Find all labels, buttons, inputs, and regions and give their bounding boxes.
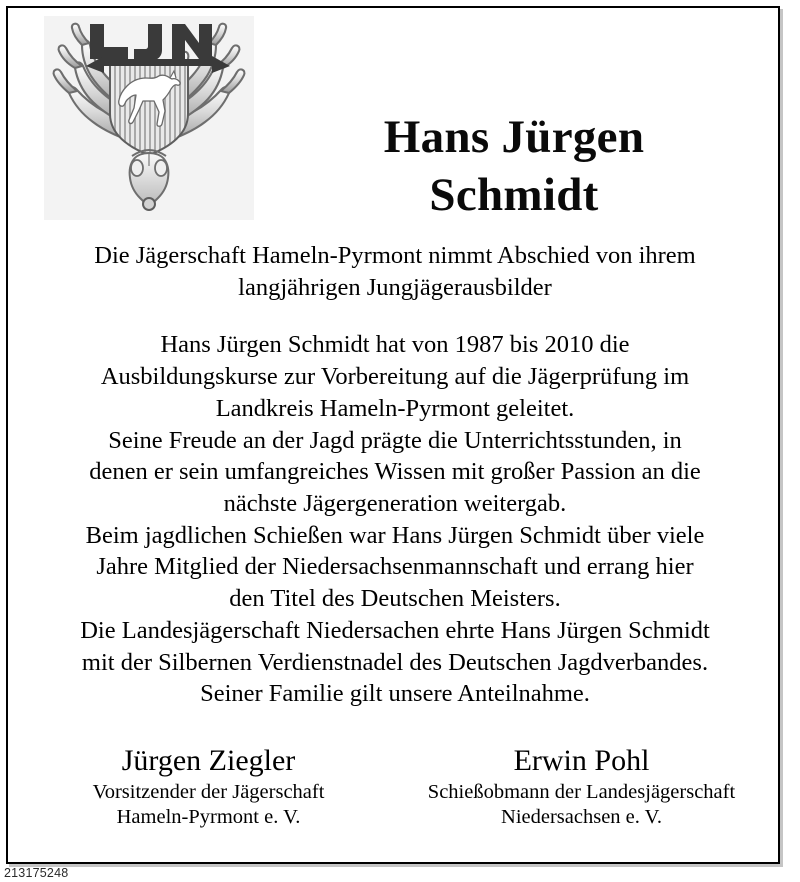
intro-paragraph xyxy=(22,240,768,303)
tribute-paragraph xyxy=(22,329,768,710)
obituary-notice-frame xyxy=(6,6,780,864)
intro-line: Die Jägerschaft Hameln-Pyrmont nimmt Abschied von ihrem xyxy=(94,242,696,269)
tribute-line: nächste Jägergeneration weitergab. xyxy=(223,490,567,518)
tribute-line: Seine Freude an der Jagd prägte die Unterrichtsstunden, in xyxy=(108,426,682,454)
intro-line: langjährigen Jungjägerausbilder xyxy=(238,273,552,301)
signatory-role-line: Niedersachsen e. V. xyxy=(501,806,662,829)
obituary-text-body xyxy=(22,240,768,710)
tribute-line: Seiner Familie gilt unsere Anteilnahme. xyxy=(200,680,590,708)
signatory-name: Erwin Pohl xyxy=(513,744,650,777)
signatory-chairman xyxy=(37,743,380,830)
signatory-block xyxy=(22,743,768,830)
deceased-name-line-2: Schmidt xyxy=(429,169,599,222)
signatory-role-line: Schießobmann der Landesjägerschaft xyxy=(427,781,736,804)
tribute-line: Landkreis Hameln-Pyrmont geleitet. xyxy=(215,394,575,422)
deceased-name-heading xyxy=(264,109,764,225)
tribute-line: Jahre Mitglied der Niedersachsenmannschaft und errang hier xyxy=(96,553,694,581)
signatory-name: Jürgen Ziegler xyxy=(121,744,296,777)
tribute-line: Ausbildungskurse zur Vorbereitung auf die Jägerprüfung im xyxy=(100,363,690,391)
signatory-role xyxy=(37,780,380,830)
reference-id: 213175248 xyxy=(4,866,69,880)
tribute-line: denen er sein umfangreiches Wissen mit großer Passion an die xyxy=(89,458,701,486)
tribute-line: den Titel des Deutschen Meisters. xyxy=(229,585,561,613)
ljn-crest-logo xyxy=(44,16,254,220)
ljn-crest-icon xyxy=(44,16,254,220)
tribute-line: Beim jagdlichen Schießen war Hans Jürgen Schmidt über viele xyxy=(85,521,705,549)
signatory-role-line: Hameln-Pyrmont e. V. xyxy=(116,806,301,829)
deceased-name-line-1: Hans Jürgen xyxy=(383,111,645,164)
signatory-role-line: Vorsitzender der Jägerschaft xyxy=(92,781,325,804)
tribute-line: Hans Jürgen Schmidt hat von 1987 bis 2010 die xyxy=(160,331,630,359)
signatory-shooting-officer xyxy=(410,743,753,830)
tribute-line: Die Landesjägerschaft Niedersachen ehrte Hans Jürgen Schmidt xyxy=(80,616,710,644)
signatory-role xyxy=(410,780,753,830)
tribute-line: mit der Silbernen Verdienstnadel des Deutschen Jagdverbandes. xyxy=(81,648,709,676)
